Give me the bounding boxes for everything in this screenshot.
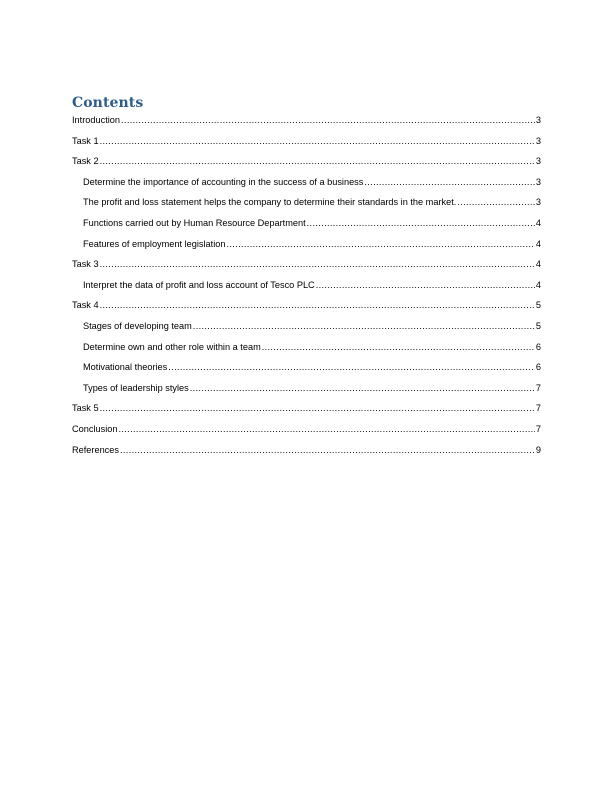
toc-entry-task-2[interactable] xyxy=(72,155,541,176)
toc-entry-team-roles[interactable] xyxy=(72,341,541,362)
toc-dot-leader xyxy=(100,402,535,414)
toc-entry-title: Task 2 xyxy=(72,156,99,167)
toc-entry-title: Functions carried out by Human Resource Department xyxy=(83,217,306,228)
toc-entry-task-1[interactable] xyxy=(72,135,541,156)
toc-heading: Contents xyxy=(72,95,144,111)
toc-dot-leader xyxy=(190,382,535,394)
toc-entry-title: References xyxy=(72,444,119,455)
toc-entry-title: Stages of developing team xyxy=(83,320,192,331)
toc-entry-introduction[interactable] xyxy=(72,114,541,135)
toc-dot-leader xyxy=(168,361,535,373)
toc-entry-title: Features of employment legislation xyxy=(83,238,226,249)
toc-page-number: 4 xyxy=(535,259,541,270)
toc-entry-title: Types of leadership styles xyxy=(83,382,189,393)
toc-page-number: 7 xyxy=(535,403,541,414)
toc-entry-employment-legislation[interactable] xyxy=(72,238,541,259)
toc-entry-task-4[interactable] xyxy=(72,299,541,320)
toc-entry-profit-and-loss-statement[interactable] xyxy=(72,196,541,217)
toc-entry-title: Task 4 xyxy=(72,300,99,311)
toc-dot-leader xyxy=(100,155,535,167)
toc-page-number: 5 xyxy=(535,320,541,331)
toc-page-number: 3 xyxy=(535,197,541,208)
toc-dot-leader xyxy=(457,196,535,208)
toc-entry-title: Conclusion xyxy=(72,423,118,434)
toc-page-number: 4 xyxy=(535,238,541,249)
toc-dot-leader xyxy=(100,299,535,311)
toc-dot-leader xyxy=(120,444,535,456)
toc-entry-title: Introduction xyxy=(72,115,121,125)
toc-dot-leader xyxy=(193,320,535,332)
toc-dot-leader xyxy=(226,238,534,250)
toc-entry-title: Task 5 xyxy=(72,403,99,414)
toc-dot-leader xyxy=(121,114,535,126)
toc-entry-stages-of-team[interactable] xyxy=(72,320,541,341)
toc-page-number: 4 xyxy=(535,217,541,228)
toc-page-number: 3 xyxy=(535,176,541,187)
toc-page-number: 6 xyxy=(535,341,541,352)
toc-entry-conclusion[interactable] xyxy=(72,423,541,444)
toc-page-number: 6 xyxy=(535,362,541,373)
toc-entry-leadership-styles[interactable] xyxy=(72,382,541,403)
toc-dot-leader xyxy=(262,341,535,353)
toc-entry-tesco-profit-and-loss[interactable] xyxy=(72,279,541,300)
toc-entry-title: The profit and loss statement helps the company to determine their standards in the market. xyxy=(83,197,457,208)
toc-entry-references[interactable] xyxy=(72,444,541,465)
toc-entry-task-3[interactable] xyxy=(72,258,541,279)
toc-entry-importance-of-accounting[interactable] xyxy=(72,176,541,197)
toc-page-number: 9 xyxy=(535,444,541,455)
toc-entry-title: Determine the importance of accounting in the success of a business xyxy=(83,176,364,187)
toc-page-number: 5 xyxy=(535,300,541,311)
toc-entry-hr-functions[interactable] xyxy=(72,217,541,238)
toc-entry-title: Task 1 xyxy=(72,135,99,146)
toc-page-number: 7 xyxy=(535,423,541,434)
toc-dot-leader xyxy=(316,279,535,291)
toc-dot-leader xyxy=(364,176,535,188)
toc-entry-title: Interpret the data of profit and loss account of Tesco PLC xyxy=(83,279,315,290)
toc-entry-title: Motivational theories xyxy=(83,362,168,373)
toc-entry-title: Task 3 xyxy=(72,259,99,270)
toc-dot-leader xyxy=(307,217,535,229)
toc-page-number: 3 xyxy=(535,156,541,167)
toc-entry-title: Determine own and other role within a team xyxy=(83,341,261,352)
toc-dot-leader xyxy=(118,423,534,435)
toc-page-number: 3 xyxy=(535,115,541,125)
toc-dot-leader xyxy=(100,258,535,270)
toc-entry-motivational-theories[interactable] xyxy=(72,361,541,382)
table-of-contents xyxy=(72,114,541,464)
toc-entry-task-5[interactable] xyxy=(72,402,541,423)
toc-dot-leader xyxy=(100,135,535,147)
toc-page-number: 4 xyxy=(535,279,541,290)
toc-page-number: 3 xyxy=(535,135,541,146)
toc-page-number: 7 xyxy=(535,382,541,393)
